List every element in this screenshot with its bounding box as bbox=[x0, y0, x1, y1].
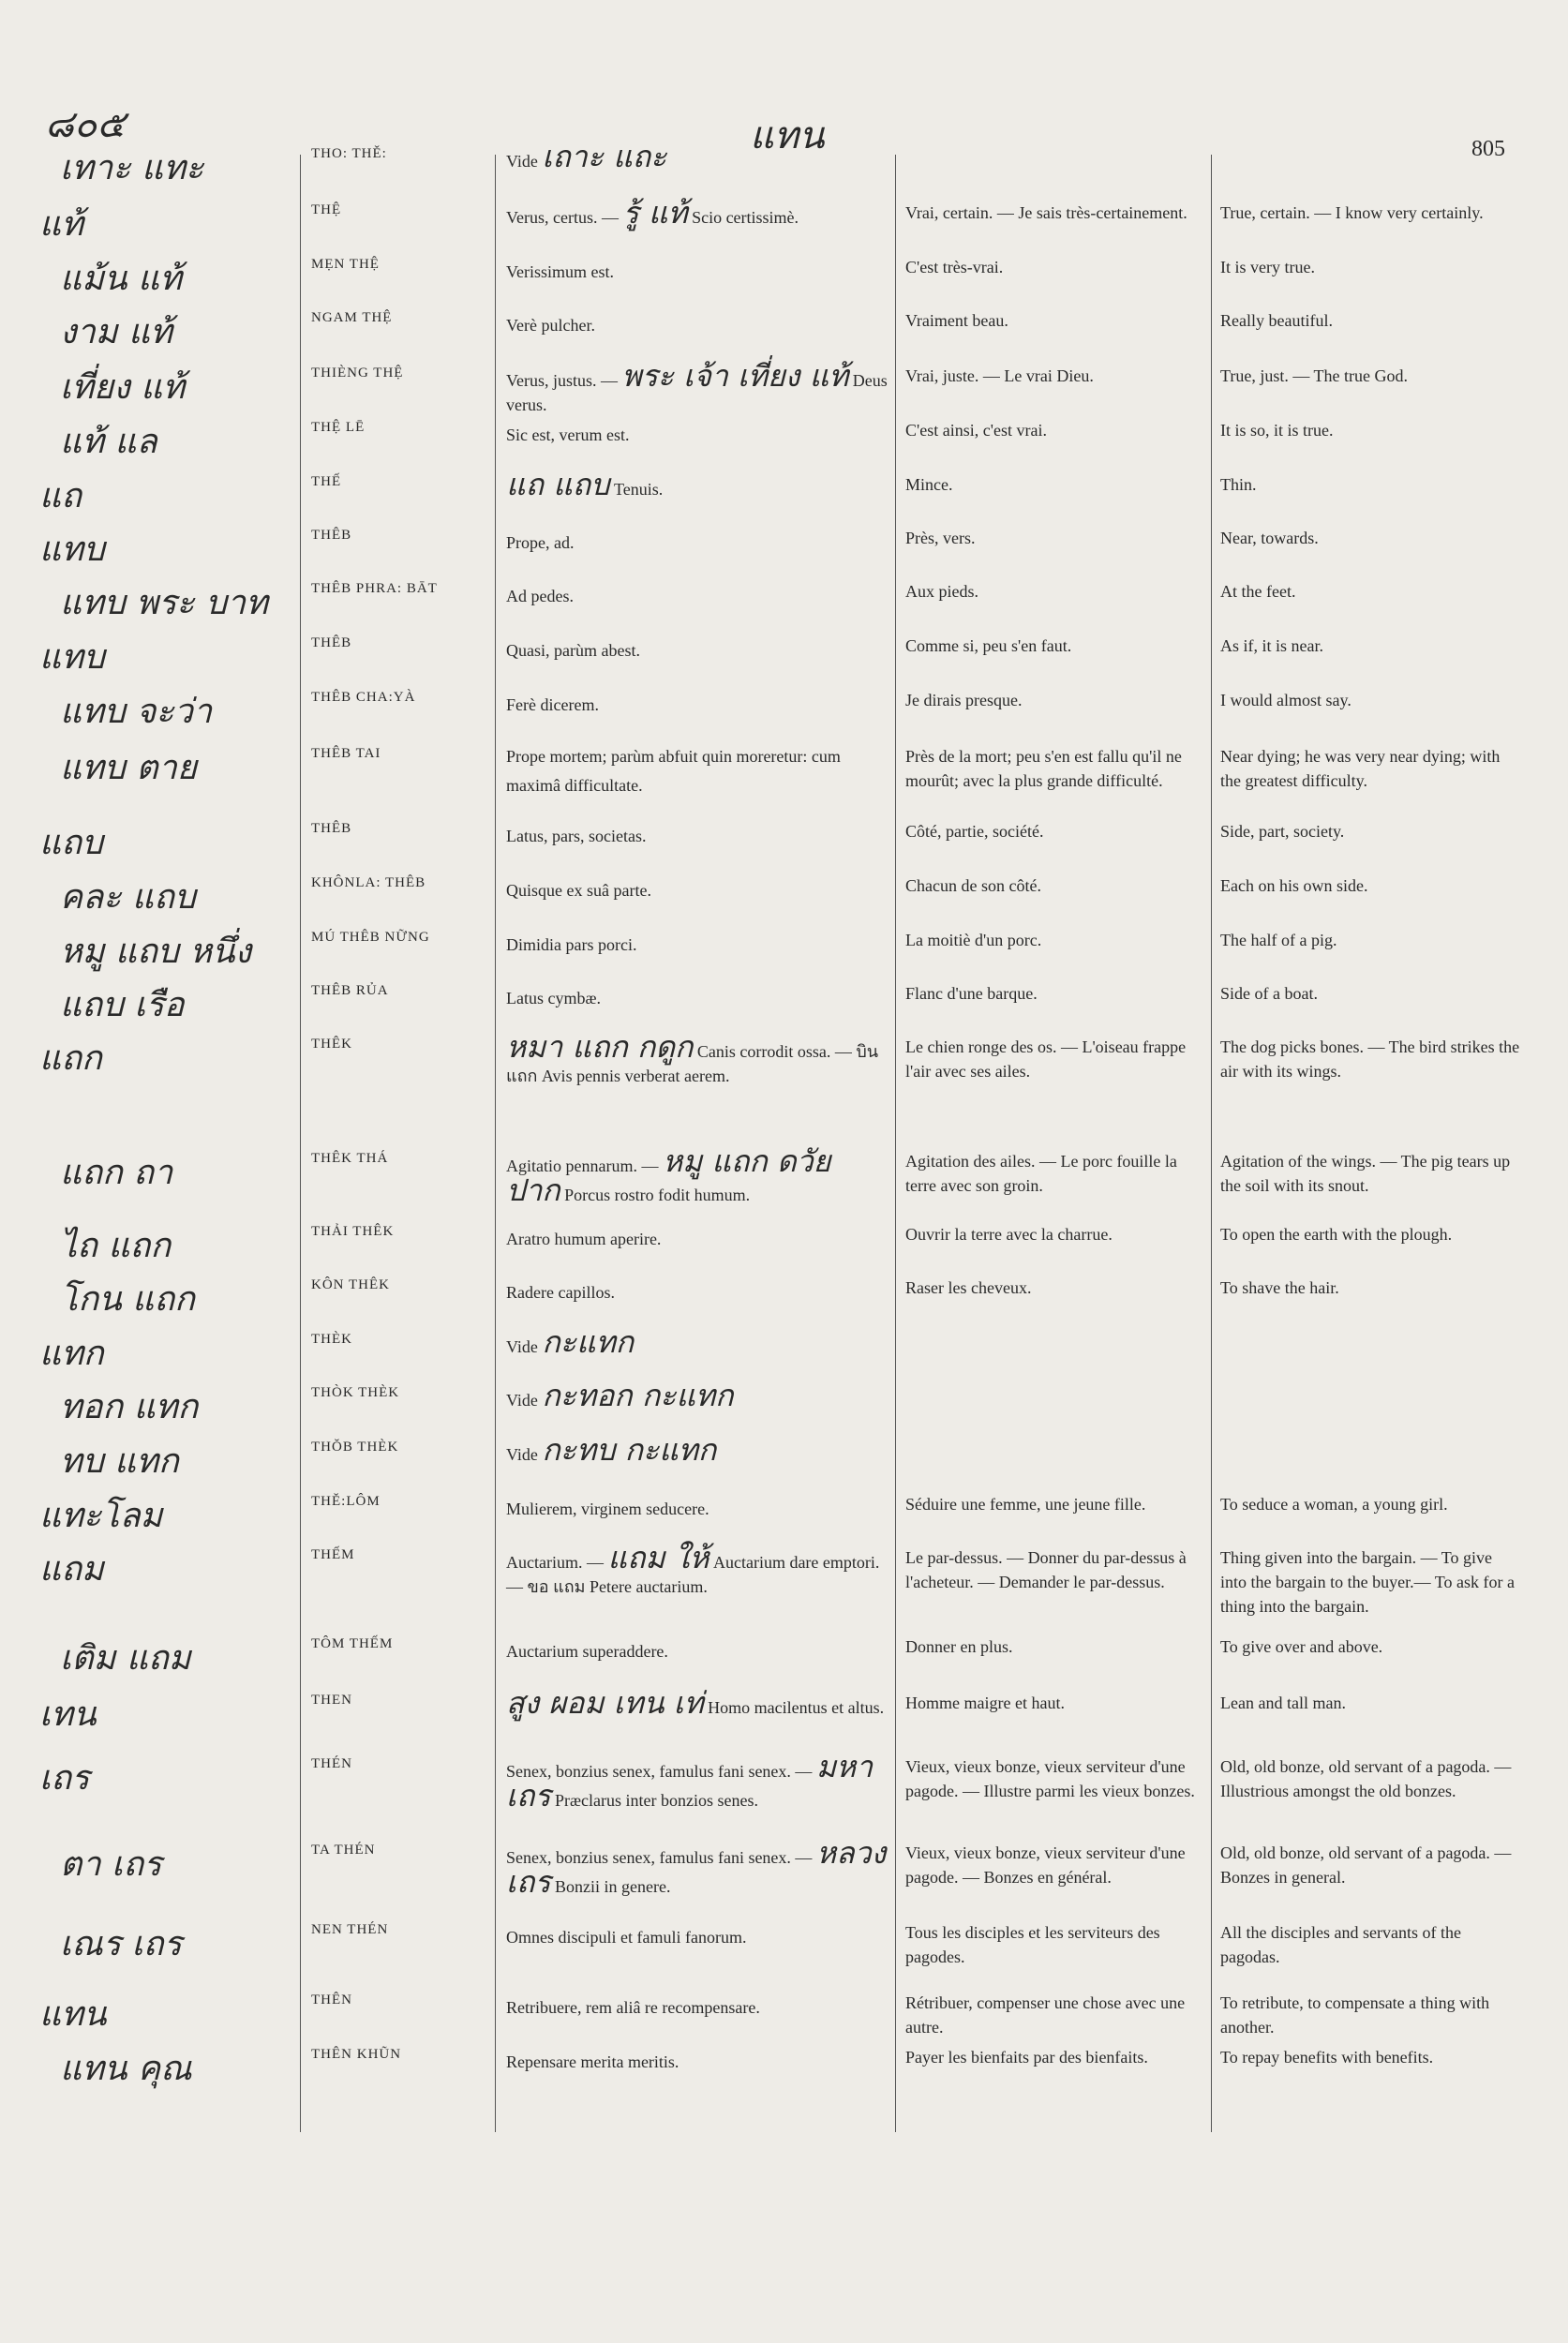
latin-text: Radere capillos. bbox=[506, 1283, 615, 1302]
latin-translation: Præclarus inter bonzios senes. bbox=[555, 1791, 758, 1810]
entry-french: Donner en plus. bbox=[905, 1637, 1013, 1656]
latin-text: Quisque ex suâ parte. bbox=[506, 881, 651, 900]
entry-french: Flanc d'une barque. bbox=[905, 984, 1038, 1003]
entry-english: It is so, it is true. bbox=[1220, 421, 1334, 440]
latin-translation: Porcus rostro fodit humum. bbox=[564, 1186, 751, 1204]
entry-english: True, just. — The true God. bbox=[1220, 366, 1408, 385]
latin-text: Prope, ad. bbox=[506, 533, 575, 552]
latin-text: Latus, pars, societas. bbox=[506, 827, 647, 845]
latin-thai-example: กะทบ กะแทก bbox=[542, 1432, 717, 1468]
latin-text: Auctarium superaddere. bbox=[506, 1642, 668, 1661]
dictionary-entry bbox=[0, 1917, 1568, 1982]
entry-thai: เทาะ แทะ bbox=[60, 149, 204, 187]
entry-french: Payer les bienfaits par des bienfaits. bbox=[905, 2048, 1148, 2067]
entry-french: Tous les disciples et les serviteurs des pagodes. bbox=[905, 1923, 1160, 1966]
entry-english: At the feet. bbox=[1220, 582, 1296, 601]
entry-romanization: THỆ LĒ bbox=[311, 420, 366, 435]
entry-romanization: THÊN KHŨN bbox=[311, 2047, 402, 2062]
entry-romanization: THẢI THÊK bbox=[311, 1224, 395, 1239]
entry-english: All the disciples and servants of the pagodas. bbox=[1220, 1923, 1461, 1966]
entry-latin bbox=[506, 1749, 889, 1813]
entry-french: Agitation des ailes. — Le porc fouille la terre avec son groin. bbox=[905, 1152, 1177, 1195]
entry-french: Je dirais presque. bbox=[905, 691, 1023, 709]
latin-text: Ad pedes. bbox=[506, 587, 574, 605]
entry-english: To open the earth with the plough. bbox=[1220, 1225, 1453, 1244]
latin-text: Prope mortem; parùm abfuit quin moreretur: cum maximâ difficultate. bbox=[506, 747, 841, 795]
entry-latin bbox=[506, 1920, 889, 1949]
latin-translation: Scio certissimè. bbox=[692, 208, 799, 227]
latin-thai-example: มหา เถร bbox=[506, 1749, 874, 1813]
entry-romanization: TÔM THẾM bbox=[311, 1636, 394, 1651]
entry-latin bbox=[506, 195, 889, 231]
latin-text: Vide bbox=[506, 152, 538, 171]
entry-thai: แถม bbox=[39, 1550, 104, 1589]
dictionary-entry bbox=[0, 740, 1568, 806]
dictionary-entry bbox=[0, 1031, 1568, 1097]
entry-thai: แถบ bbox=[39, 824, 103, 862]
entry-romanization: KHÔNLA: THÊB bbox=[311, 875, 426, 890]
entry-english: Agitation of the wings. — The pig tears up the soil with its snout. bbox=[1220, 1152, 1511, 1195]
entry-latin bbox=[506, 1540, 889, 1599]
entry-latin bbox=[506, 308, 889, 337]
entry-thai: เทน bbox=[39, 1695, 97, 1734]
latin-text: Retribuere, rem aliâ re recompensare. bbox=[506, 1998, 760, 2017]
dictionary-entry bbox=[0, 2041, 1568, 2107]
entry-romanization: THẾM bbox=[311, 1547, 355, 1562]
entry-latin bbox=[506, 1991, 889, 2020]
entry-latin bbox=[506, 873, 889, 903]
latin-text: Quasi, parùm abest. bbox=[506, 641, 640, 660]
latin-translation: Canis corrodit ossa. — บิน แถก Avis pennis verberat aerem. bbox=[506, 1042, 879, 1085]
entry-english: Side of a boat. bbox=[1220, 984, 1318, 1003]
entry-latin bbox=[506, 981, 889, 1010]
entry-latin bbox=[506, 1324, 889, 1360]
latin-thai-example: หลวง เถร bbox=[506, 1835, 887, 1900]
latin-thai-example: กะทอก กะแทก bbox=[542, 1378, 734, 1413]
entry-thai: แท้ แล bbox=[60, 423, 157, 461]
entry-romanization: NGAM THỆ bbox=[311, 310, 393, 325]
latin-thai-example: หมา แถก กดูก bbox=[506, 1029, 694, 1065]
entry-romanization: THO: THĚ: bbox=[311, 146, 387, 161]
dictionary-entry bbox=[0, 1145, 1568, 1211]
latin-thai-example: แถม ให้ bbox=[607, 1540, 709, 1575]
entry-french: C'est ainsi, c'est vrai. bbox=[905, 421, 1047, 440]
entry-french: La moitiè d'un porc. bbox=[905, 931, 1042, 949]
entry-french: C'est très-vrai. bbox=[905, 258, 1004, 276]
latin-translation: Tenuis. bbox=[613, 480, 664, 499]
dictionary-entry bbox=[0, 1687, 1568, 1753]
entry-thai: เณร เถร bbox=[60, 1925, 182, 1963]
entry-latin bbox=[506, 688, 889, 717]
dictionary-entry bbox=[0, 1837, 1568, 1903]
latin-thai-example: หมู แถก ดวัย ปาก bbox=[506, 1143, 831, 1208]
latin-thai-example: เถาะ แถะ bbox=[542, 139, 667, 174]
latin-text: Verè pulcher. bbox=[506, 316, 595, 335]
entry-latin bbox=[506, 1685, 889, 1721]
latin-text: Senex, bonzius senex, famulus fani senex. — bbox=[506, 1848, 813, 1867]
entry-english: Really beautiful. bbox=[1220, 311, 1333, 330]
latin-text: Verissimum est. bbox=[506, 262, 614, 281]
latin-text: Auctarium. — bbox=[506, 1553, 604, 1572]
latin-thai-example: แถ แถบ bbox=[506, 467, 610, 502]
entry-latin bbox=[506, 1634, 889, 1664]
entry-romanization: THÒK THÈK bbox=[311, 1385, 400, 1400]
entry-thai: ไถ แถก bbox=[60, 1227, 172, 1265]
entry-thai: แทบ ตาย bbox=[60, 749, 197, 787]
entry-english: To give over and above. bbox=[1220, 1637, 1383, 1656]
latin-text: Ferè dicerem. bbox=[506, 695, 599, 714]
entry-latin bbox=[506, 358, 889, 417]
entry-romanization: MẸN THỆ bbox=[311, 257, 380, 272]
entry-thai: คละ แถบ bbox=[60, 878, 196, 917]
entry-french: Vrai, certain. — Je sais très-certainement. bbox=[905, 203, 1187, 222]
entry-french: Le par-dessus. — Donner du par-dessus à l'acheteur. — Demander le par-dessus. bbox=[905, 1548, 1187, 1591]
latin-text: Mulierem, virginem seducere. bbox=[506, 1500, 709, 1518]
dictionary-entry bbox=[0, 1751, 1568, 1816]
entry-english: The dog picks bones. — The bird strikes the air with its wings. bbox=[1220, 1037, 1520, 1081]
entry-thai: แทบ bbox=[39, 530, 105, 569]
latin-text: Vide bbox=[506, 1337, 538, 1356]
entry-english: True, certain. — I know very certainly. bbox=[1220, 203, 1484, 222]
entry-latin bbox=[506, 1432, 889, 1468]
entry-thai: หมู แถบ หนึ่ง bbox=[60, 933, 252, 971]
entry-romanization: THÊB RỦA bbox=[311, 983, 389, 998]
entry-french: Côté, partie, société. bbox=[905, 822, 1044, 841]
entry-french: Vieux, vieux bonze, vieux serviteur d'une pagode. — Illustre parmi les vieux bonzes. bbox=[905, 1757, 1195, 1800]
latin-translation: Bonzii in genere. bbox=[555, 1877, 671, 1896]
latin-thai-example: สูง ผอม เทน เท่ bbox=[506, 1685, 704, 1721]
entry-latin bbox=[506, 1378, 889, 1413]
entry-romanization: THÊK THÁ bbox=[311, 1151, 389, 1166]
entry-french: Le chien ronge des os. — L'oiseau frappe l'air avec ses ailes. bbox=[905, 1037, 1187, 1081]
entry-french: Ouvrir la terre avec la charrue. bbox=[905, 1225, 1113, 1244]
latin-thai-example: พระ เจ้า เที่ยง แท้ bbox=[621, 358, 849, 394]
entry-french: Près, vers. bbox=[905, 529, 976, 547]
latin-text: Sic est, verum est. bbox=[506, 425, 630, 444]
entry-french: Vraiment beau. bbox=[905, 311, 1008, 330]
entry-thai: แม้น แท้ bbox=[60, 260, 182, 298]
entry-english: I would almost say. bbox=[1220, 691, 1351, 709]
entry-romanization: THÊB bbox=[311, 528, 352, 543]
entry-thai: ทบ แทก bbox=[60, 1442, 179, 1481]
entry-english: Side, part, society. bbox=[1220, 822, 1345, 841]
entry-latin bbox=[506, 1143, 889, 1208]
entry-latin bbox=[506, 819, 889, 848]
entry-thai: ตา เถร bbox=[60, 1845, 162, 1884]
entry-latin bbox=[506, 1222, 889, 1251]
entry-romanization: THÊB PHRA: BĀT bbox=[311, 581, 438, 596]
latin-text: Dimidia pars porci. bbox=[506, 935, 637, 954]
entry-thai: งาม แท้ bbox=[60, 313, 172, 351]
entry-romanization: THÉN bbox=[311, 1756, 352, 1771]
entry-english: To retribute, to compensate a thing with another. bbox=[1220, 1993, 1490, 2037]
entry-latin bbox=[506, 928, 889, 957]
entry-french: Près de la mort; peu s'en est fallu qu'il ne mourût; avec la plus grande difficulté. bbox=[905, 747, 1182, 790]
entry-english: It is very true. bbox=[1220, 258, 1315, 276]
entry-thai: ทอก แทก bbox=[60, 1388, 199, 1426]
entry-english: Lean and tall man. bbox=[1220, 1694, 1346, 1712]
entry-latin bbox=[506, 2045, 889, 2074]
latin-translation: Homo macilentus et altus. bbox=[708, 1698, 885, 1717]
entry-romanization: MÚ THÊB NỮNG bbox=[311, 930, 430, 945]
entry-thai: แถก ถา bbox=[60, 1154, 173, 1192]
entry-romanization: THÊK bbox=[311, 1037, 352, 1052]
entry-romanization: THŎB THÈK bbox=[311, 1440, 399, 1455]
latin-text: Verus, justus. — bbox=[506, 371, 619, 390]
entry-latin bbox=[506, 1492, 889, 1521]
entry-romanization: THĚ:LÔM bbox=[311, 1494, 381, 1509]
entry-french: Aux pieds. bbox=[905, 582, 978, 601]
entry-english: Near dying; he was very near dying; with the greatest difficulty. bbox=[1220, 747, 1501, 790]
latin-text: Verus, certus. — bbox=[506, 208, 619, 227]
latin-text: Vide bbox=[506, 1445, 538, 1464]
latin-text: Latus cymbæ. bbox=[506, 989, 601, 1007]
entry-latin bbox=[506, 526, 889, 555]
entry-romanization: TA THÉN bbox=[311, 1843, 376, 1858]
entry-latin bbox=[506, 579, 889, 608]
latin-translation: Auctarium dare emptori. — ขอ แถม Petere auctarium. bbox=[506, 1553, 880, 1596]
entry-english: Each on his own side. bbox=[1220, 876, 1368, 895]
latin-thai-example: รู้ แท้ bbox=[622, 195, 688, 231]
entry-romanization: KÔN THÊK bbox=[311, 1277, 390, 1292]
entry-english: Thin. bbox=[1220, 475, 1257, 494]
entry-romanization: THÊB TAI bbox=[311, 746, 381, 761]
dictionary-entry bbox=[0, 1540, 1568, 1616]
entry-latin bbox=[506, 255, 889, 284]
entry-thai: แทะโลม bbox=[39, 1497, 163, 1535]
entry-thai: แทก bbox=[39, 1335, 104, 1373]
latin-text: Agitatio pennarum. — bbox=[506, 1157, 659, 1175]
entry-romanization: THÊB bbox=[311, 821, 352, 836]
entry-thai: โกน แถก bbox=[60, 1280, 195, 1319]
entry-romanization: THÊN bbox=[311, 1992, 352, 2007]
entry-thai: แทน bbox=[39, 1995, 107, 2034]
entry-french: Raser les cheveux. bbox=[905, 1278, 1032, 1297]
entry-french: Comme si, peu s'en faut. bbox=[905, 636, 1072, 655]
entry-thai: เถร bbox=[39, 1759, 90, 1798]
entry-french: Vrai, juste. — Le vrai Dieu. bbox=[905, 366, 1094, 385]
entry-thai: แถก bbox=[39, 1039, 102, 1078]
latin-thai-example: กะแทก bbox=[542, 1324, 635, 1360]
entry-english: To shave the hair. bbox=[1220, 1278, 1339, 1297]
entry-thai: แทน คุณ bbox=[60, 2050, 192, 2088]
latin-text: Senex, bonzius senex, famulus fani senex. — bbox=[506, 1762, 813, 1781]
entry-romanization: THÊB CHA:YÀ bbox=[311, 690, 416, 705]
entry-french: Vieux, vieux bonze, vieux serviteur d'une pagode. — Bonzes en général. bbox=[905, 1843, 1186, 1887]
entry-latin bbox=[506, 139, 889, 174]
entry-thai: แท้ bbox=[39, 205, 83, 244]
latin-text: Vide bbox=[506, 1391, 538, 1410]
entry-romanization: THẾ bbox=[311, 474, 342, 489]
entry-latin bbox=[506, 744, 889, 798]
entry-french: Mince. bbox=[905, 475, 953, 494]
entry-english: Thing given into the bargain. — To give into the bargain to the buyer.— To ask for a thing into the bargain. bbox=[1220, 1548, 1516, 1616]
entry-thai: แถ bbox=[39, 477, 82, 515]
entry-romanization: THỆ bbox=[311, 202, 342, 217]
entry-romanization: THÊB bbox=[311, 635, 352, 650]
entry-romanization: THIÈNG THỆ bbox=[311, 366, 404, 381]
entry-thai: แทบ bbox=[39, 638, 105, 677]
latin-translation: Deus verus. bbox=[506, 371, 888, 414]
entry-latin bbox=[506, 1835, 889, 1900]
thai-page-number: ๘๐๕ bbox=[45, 103, 126, 146]
entry-thai: แทบ จะว่า bbox=[60, 693, 213, 731]
entry-romanization: THEN bbox=[311, 1693, 352, 1708]
entry-latin bbox=[506, 467, 889, 502]
latin-text: Aratro humum aperire. bbox=[506, 1230, 662, 1248]
entry-thai: เที่ยง แท้ bbox=[60, 368, 186, 407]
entry-english: As if, it is near. bbox=[1220, 636, 1323, 655]
latin-text: Repensare merita meritis. bbox=[506, 2052, 679, 2071]
entry-latin bbox=[506, 1276, 889, 1305]
page-title: แทน bbox=[750, 114, 825, 157]
entry-romanization: THÈK bbox=[311, 1332, 352, 1347]
entry-french: Rétribuer, compenser une chose avec une autre. bbox=[905, 1993, 1186, 2037]
entry-english: Old, old bonze, old servant of a pagoda. — Bonzes in general. bbox=[1220, 1843, 1512, 1887]
entry-english: To seduce a woman, a young girl. bbox=[1220, 1495, 1448, 1514]
entry-latin bbox=[506, 418, 889, 447]
entry-english: To repay benefits with benefits. bbox=[1220, 2048, 1434, 2067]
entry-romanization: NEN THÉN bbox=[311, 1922, 389, 1937]
page-number: 805 bbox=[1471, 137, 1505, 161]
entry-thai: เติม แถม bbox=[60, 1639, 191, 1678]
entry-french: Homme maigre et haut. bbox=[905, 1694, 1065, 1712]
latin-text: Omnes discipuli et famuli fanorum. bbox=[506, 1928, 747, 1947]
entry-english: Old, old bonze, old servant of a pagoda. — Illustrious amongst the old bonzes. bbox=[1220, 1757, 1512, 1800]
entry-latin bbox=[506, 1029, 889, 1088]
entry-french: Séduire une femme, une jeune fille. bbox=[905, 1495, 1146, 1514]
entry-latin bbox=[506, 634, 889, 663]
entry-thai: แถบ เรือ bbox=[60, 986, 185, 1024]
entry-english: Near, towards. bbox=[1220, 529, 1319, 547]
entry-french: Chacun de son côté. bbox=[905, 876, 1041, 895]
entry-english: The half of a pig. bbox=[1220, 931, 1337, 949]
entry-thai: แทบ พระ บาท bbox=[60, 584, 268, 622]
